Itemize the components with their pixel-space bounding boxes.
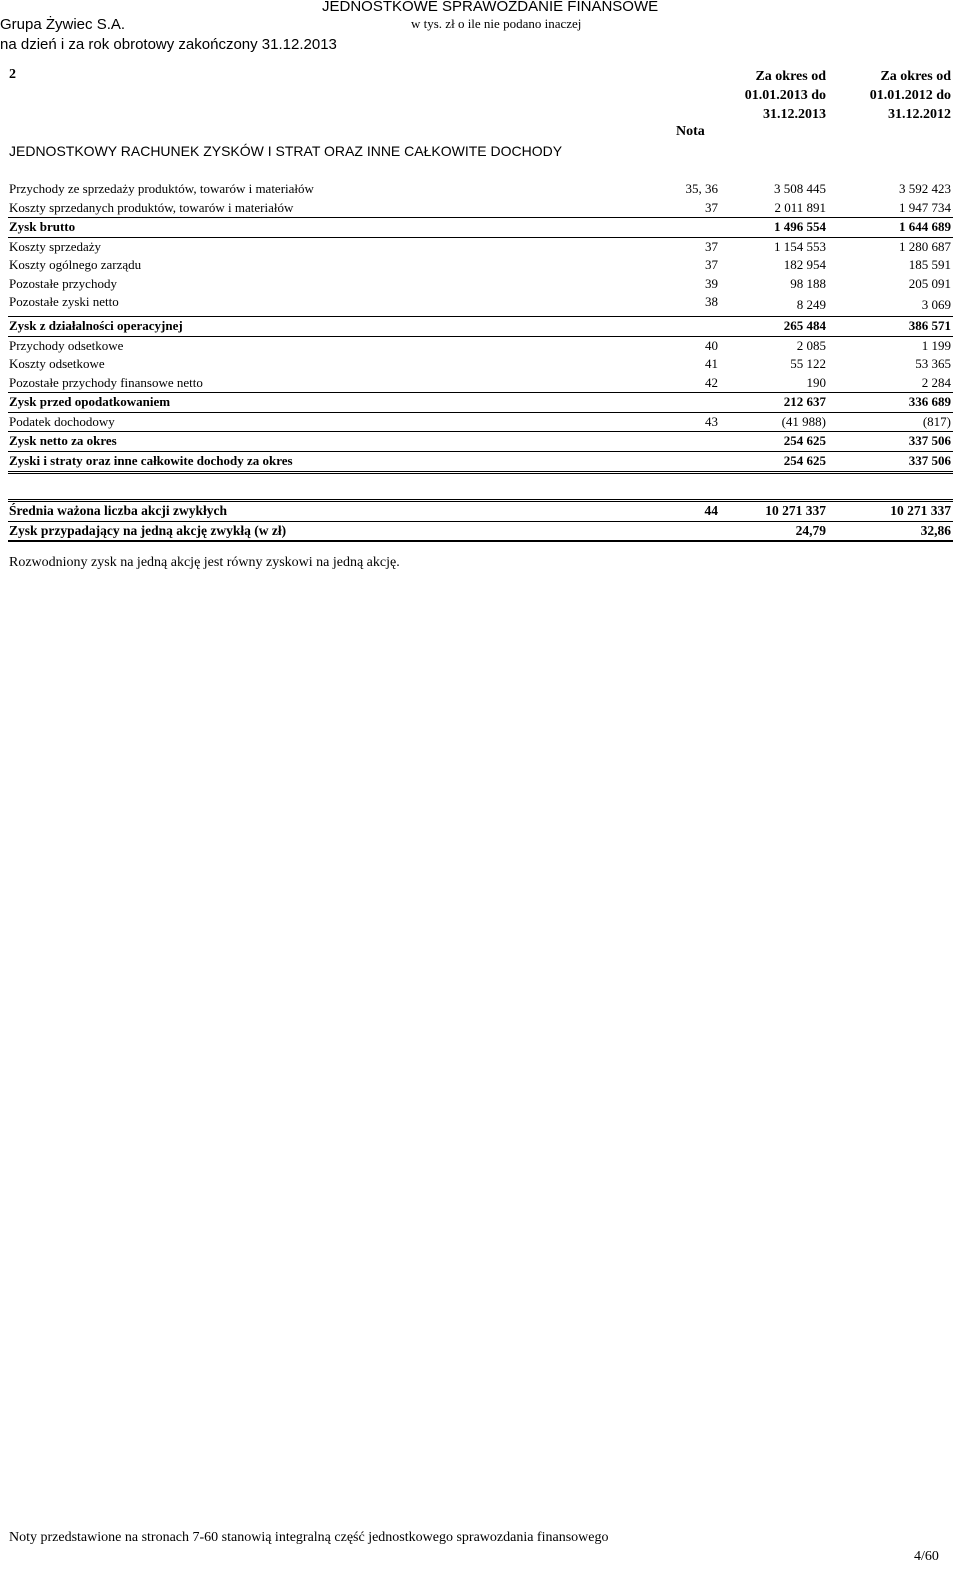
row-label: Koszty sprzedaży [9, 238, 102, 254]
value-2013: 10 271 337 [765, 503, 826, 518]
table-row [8, 256, 953, 275]
page-number: 4/60 [914, 1549, 939, 1564]
row-note: 37 [705, 238, 718, 254]
value-2013: 1 496 554 [774, 219, 826, 234]
table-row-total [8, 451, 953, 474]
value-2013: 182 954 [783, 257, 826, 272]
row-note: 37 [705, 199, 718, 215]
value-2012: (817) [922, 413, 951, 429]
table-row [8, 412, 953, 432]
document-title: JEDNOSTKOWE SPRAWOZDANIE FINANSOWE [322, 0, 659, 15]
row-label: Koszty odsetkowe [9, 356, 105, 371]
row-label: Koszty sprzedanych produktów, towarów i materiałów [9, 199, 294, 215]
value-2013: 3 508 445 [774, 181, 826, 196]
earnings-per-share-table [8, 499, 953, 542]
row-label: Zysk netto za okres [9, 433, 117, 448]
row-note: 37 [705, 257, 718, 272]
footer-note: Noty przedstawione na stronach 7-60 stanowią integralną część jednostkowego sprawozdania finansowego [9, 1530, 609, 1545]
table-row [8, 293, 953, 316]
value-2013: 2 085 [796, 337, 826, 353]
statement-title: JEDNOSTKOWY RACHUNEK ZYSKÓW I STRAT ORAZ INNE CAŁKOWITE DOCHODY [9, 143, 563, 159]
row-label: Pozostałe przychody [9, 275, 117, 291]
row-label: Zysk brutto [9, 219, 76, 234]
row-label: Zyski i straty oraz inne całkowite dochody za okres [9, 452, 293, 468]
row-note: 40 [705, 337, 718, 353]
nota-column-header: Nota [676, 124, 705, 139]
table-row [8, 199, 953, 218]
row-label: Średnia ważona liczba akcji zwykłych [9, 503, 228, 518]
value-2012: 386 571 [908, 318, 951, 333]
table-row-subtotal [8, 217, 953, 237]
table-row [8, 499, 953, 522]
row-label: Pozostałe zyski netto [9, 294, 119, 309]
company-name: Grupa Żywiec S.A. [0, 16, 126, 33]
value-2013: 254 625 [783, 433, 826, 448]
row-label: Koszty ogólnego zarządu [9, 257, 142, 272]
column-header-2012: Za okres od 01.01.2012 do 31.12.2012 [869, 69, 951, 122]
diluted-eps-note: Rozwodniony zysk na jedną akcję jest równy zyskowi na jedną akcję. [9, 555, 400, 570]
value-2012: 337 506 [908, 452, 951, 468]
row-note: 42 [705, 374, 718, 390]
row-note: 38 [705, 294, 718, 309]
value-2013: 55 122 [790, 356, 826, 371]
table-row [8, 275, 953, 294]
value-2012: 3 592 423 [899, 181, 951, 196]
value-2013: (41 988) [781, 413, 826, 429]
row-label: Zysk przypadający na jedną akcję zwykłą (w zł) [9, 522, 287, 538]
value-2012: 3 069 [921, 297, 951, 312]
row-label: Pozostałe przychody finansowe netto [9, 374, 203, 390]
row-note: 43 [705, 413, 718, 429]
row-label: Podatek dochodowy [9, 413, 115, 429]
value-2012: 10 271 337 [890, 503, 951, 518]
reporting-period: na dzień i za rok obrotowy zakończony 31.12.2013 [0, 36, 337, 53]
table-row [8, 336, 953, 356]
value-2012: 205 091 [908, 275, 951, 291]
document-subtitle: w tys. zł o ile nie podano inaczej [411, 16, 582, 31]
column-header-2013: Za okres od 01.01.2013 do 31.12.2013 [744, 69, 826, 122]
value-2013: 1 154 553 [774, 238, 826, 254]
row-label: Przychody ze sprzedaży produktów, towarów i materiałów [9, 181, 314, 196]
row-label: Zysk z działalności operacyjnej [9, 318, 183, 333]
row-note: 41 [705, 356, 718, 371]
value-2013: 254 625 [783, 452, 826, 468]
value-2013: 265 484 [783, 318, 826, 333]
value-2012: 336 689 [908, 394, 951, 409]
value-2012: 1 644 689 [899, 219, 951, 234]
table-row [8, 237, 953, 257]
value-2013: 2 011 891 [774, 199, 826, 215]
value-2013: 8 249 [796, 297, 826, 312]
value-2012: 1 947 734 [899, 199, 951, 215]
table-row-subtotal [8, 392, 953, 412]
table-row-subtotal [8, 431, 953, 451]
value-2013: 190 [806, 374, 826, 390]
row-note: 39 [705, 275, 718, 291]
row-label: Przychody odsetkowe [9, 337, 124, 353]
value-2012: 185 591 [908, 257, 951, 272]
value-2013: 24,79 [795, 522, 826, 538]
row-note: 35, 36 [685, 181, 718, 196]
value-2012: 2 284 [921, 374, 951, 390]
value-2013: 212 637 [783, 394, 826, 409]
row-label: Zysk przed opodatkowaniem [9, 394, 171, 409]
value-2012: 32,86 [920, 522, 951, 538]
table-row-subtotal [8, 316, 953, 336]
value-2012: 1 280 687 [899, 238, 951, 254]
table-row [8, 374, 953, 393]
table-row [8, 522, 953, 543]
table-row [8, 355, 953, 374]
table-row [8, 180, 953, 199]
value-2012: 337 506 [908, 433, 951, 448]
section-number: 2 [9, 67, 16, 82]
row-note: 44 [704, 503, 718, 518]
income-statement-table [8, 180, 953, 474]
value-2012: 53 365 [915, 356, 951, 371]
value-2012: 1 199 [921, 337, 951, 353]
value-2013: 98 188 [790, 275, 826, 291]
